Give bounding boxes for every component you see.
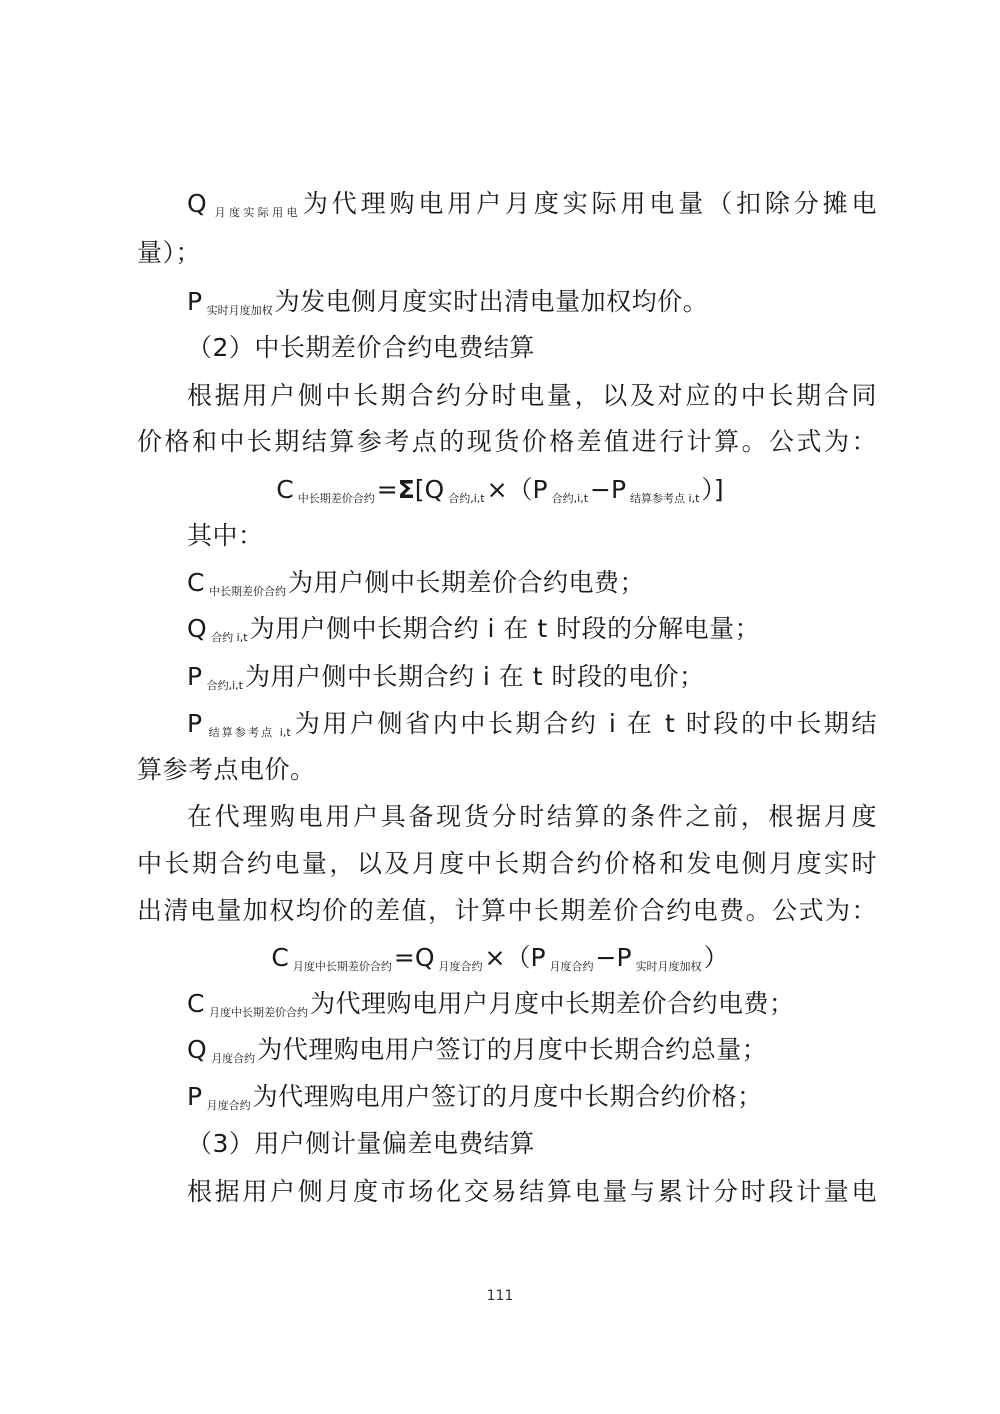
- paragraph-line: 价格和中长期结算参考点的现货价格差值进行计算。公式为：: [137, 427, 877, 456]
- formula-contract-fee: C $_{中长期差价合约}$=Σ[Q $_{合约,i,t}$×（P $_{合约,i,t}$−P $_{结算参考点 i,t}$）]: [276, 475, 724, 505]
- paragraph-line: 根据用户侧中长期合约分时电量，以及对应的中长期合同: [187, 381, 877, 410]
- definition-q-monthly: Q $_{月度合约}$为代理购电用户签订的月度中长期合约总量；: [187, 1035, 768, 1065]
- text-line: 其中：: [187, 521, 264, 550]
- paragraph-line: 出清电量加权均价的差值，计算中长期差价合约电费。公式为：: [137, 896, 877, 925]
- text-line: 算参考点电价。: [137, 755, 316, 784]
- definition-c-contract-fee: C $_{中长期差价合约}$为用户侧中长期差价合约电费；: [187, 568, 645, 598]
- section-heading: （3）用户侧计量偏差电费结算: [187, 1129, 535, 1158]
- definition-c-monthly: C $_{月度中长期差价合约}$为代理购电用户月度中长期差价合约电费；: [187, 989, 795, 1019]
- definition-p-reference: P $_{结算参考点 i,t}$为用户侧省内中长期合约 i 在 t 时段的中长期结: [187, 709, 877, 739]
- definition-q-monthly-actual: Q $_{月度实际用电}$为代理购电用户月度实际用电量（扣除分摊电: [187, 189, 877, 219]
- paragraph-line: 中长期合约电量，以及月度中长期合约价格和发电侧月度实时: [137, 849, 877, 878]
- definition-p-realtime-weighted: P $_{实时月度加权}$为发电侧月度实时出清电量加权均价。: [187, 287, 709, 317]
- section-heading: （2）中长期差价合约电费结算: [187, 333, 535, 362]
- paragraph-line: 在代理购电用户具备现货分时结算的条件之前，根据月度: [187, 802, 877, 831]
- paragraph-line: 根据用户侧月度市场化交易结算电量与累计分时段计量电: [187, 1177, 877, 1206]
- definition-q-contract: Q $_{合约 i,t}$为用户侧中长期合约 i 在 t 时段的分解电量；: [187, 614, 761, 644]
- definition-p-contract: P $_{合约,i,t}$为用户侧中长期合约 i 在 t 时段的电价；: [187, 662, 705, 692]
- page-number: 111: [486, 1288, 514, 1304]
- formula-monthly-contract-fee: C $_{月度中长期差价合约}$=Q $_{月度合约}$×（P $_{月度合约}$−P $_{实时月度加权}$）: [271, 943, 729, 973]
- text-line: 量）；: [137, 238, 202, 267]
- sigma-symbol: Σ: [397, 475, 415, 504]
- definition-p-monthly: P $_{月度合约}$为代理购电用户签订的月度中长期合约价格；: [187, 1082, 763, 1112]
